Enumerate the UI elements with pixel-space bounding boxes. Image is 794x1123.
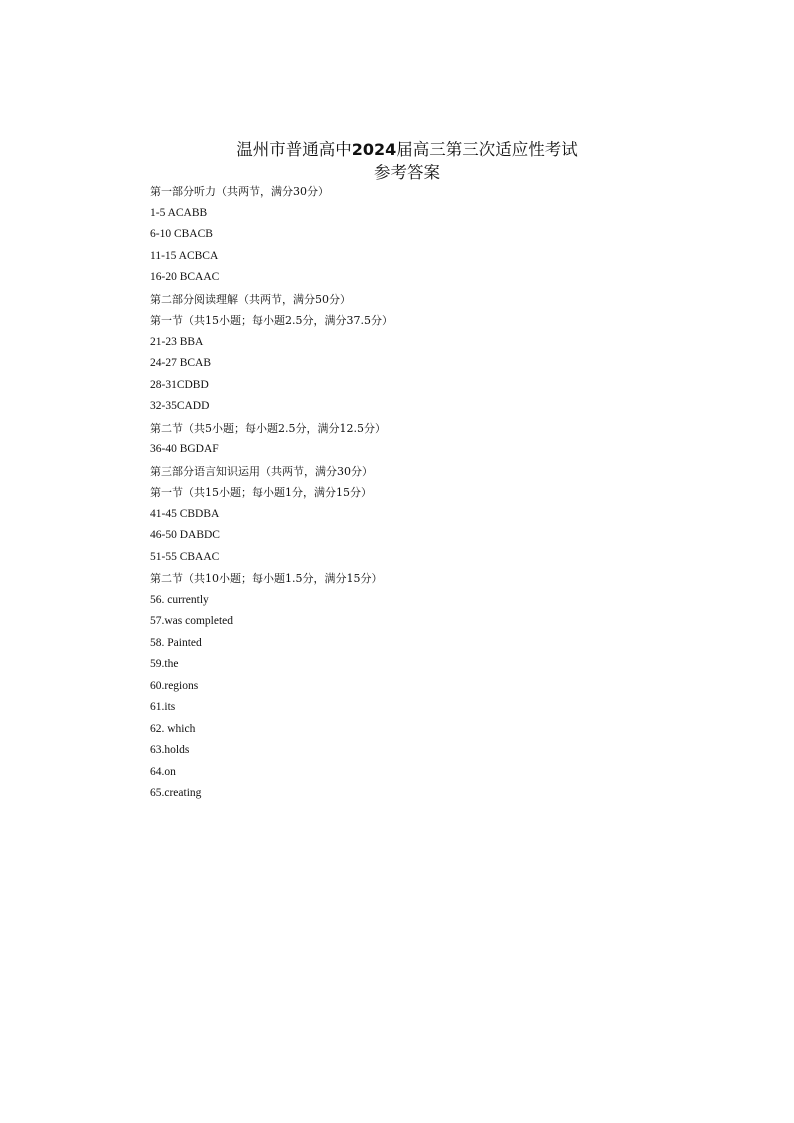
title-suffix: 届高三第三次适应性考试: [396, 140, 578, 159]
answer-list: [150, 181, 710, 805]
answer-line: 24-27 BCAB: [150, 357, 212, 369]
answer-line: 59.the: [150, 658, 179, 670]
answer-line: 60.regions: [150, 679, 199, 692]
document-title: [0, 139, 794, 161]
answer-line: 11-15 ACBCA: [150, 249, 219, 262]
subsection-heading: 第一节（共15小题；每小题2.5分，满分37.5分）: [150, 314, 393, 327]
answer-line: 1-5 ACABB: [150, 206, 208, 219]
answer-line: 65.creating: [150, 787, 202, 799]
answer-line: 51-55 CBAAC: [150, 550, 220, 563]
subsection-heading: 第一节（共15小题；每小题1分，满分15分）: [150, 486, 372, 499]
answer-line: 16-20 BCAAC: [150, 271, 220, 283]
section-heading-language-use: 第三部分语言知识运用（共两节，满分30分）: [150, 464, 373, 478]
answer-line: 57.was completed: [150, 615, 234, 627]
answer-line: 56. currently: [150, 593, 209, 606]
title-prefix: 温州市普通高中: [236, 140, 352, 159]
answer-line: 61.its: [150, 701, 176, 713]
answer-line: 28-31CDBD: [150, 378, 209, 391]
answer-line: 46-50 DABDC: [150, 529, 220, 541]
answer-line: 64.on: [150, 765, 176, 778]
section-heading-listening: 第一部分听力（共两节，满分30分）: [150, 185, 329, 198]
answer-line: 58. Painted: [150, 636, 202, 649]
subsection-heading: 第二节（共5小题；每小题2.5分，满分12.5分）: [150, 421, 386, 435]
answer-line: 6-10 CBACB: [150, 228, 213, 240]
answer-line: 63.holds: [150, 744, 190, 756]
answer-line: 32-35CADD: [150, 400, 210, 412]
subsection-heading: 第二节（共10小题；每小题1.5分，满分15分）: [150, 572, 383, 585]
answer-line: 41-45 CBDBA: [150, 507, 220, 520]
answer-line: 62. which: [150, 722, 196, 735]
answer-line: 36-40 BGDAF: [150, 443, 219, 455]
title-year: 2024: [351, 140, 397, 159]
document-subtitle: 参考答案: [374, 163, 440, 182]
section-heading-reading: 第二部分阅读理解（共两节，满分50分）: [150, 292, 351, 306]
answer-line: 21-23 BBA: [150, 335, 204, 348]
